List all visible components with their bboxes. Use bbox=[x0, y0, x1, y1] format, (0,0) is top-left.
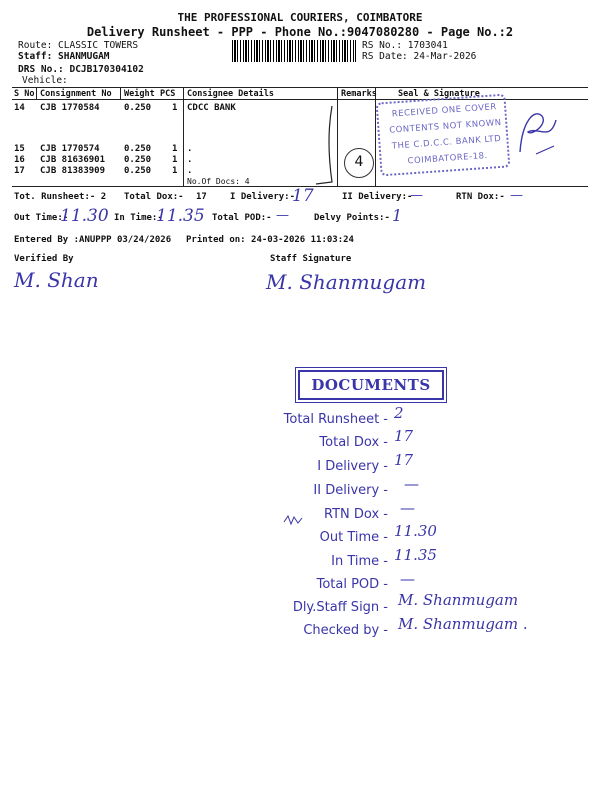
i-delivery-label: I Delivery:- bbox=[230, 192, 296, 202]
doc-row-value: 11.35 bbox=[394, 546, 437, 564]
doc-row-label: Total POD - bbox=[316, 577, 388, 592]
cell-pcs: 1 bbox=[172, 144, 178, 154]
col-divider bbox=[375, 87, 376, 186]
ii-delivery-hand: — bbox=[410, 188, 423, 203]
seal-signature bbox=[512, 102, 562, 160]
out-time-hand: 11.30 bbox=[60, 206, 109, 226]
doc-row-label: Dly.Staff Sign - bbox=[292, 600, 388, 615]
staff-label: Staff: SHANMUGAM bbox=[18, 51, 110, 62]
col-divider bbox=[183, 87, 184, 186]
cell-consignment: CJB 1770584 bbox=[40, 103, 100, 113]
rtn-dox-hand: — bbox=[510, 188, 523, 203]
total-pod-hand: — bbox=[276, 208, 289, 223]
col-divider bbox=[120, 87, 121, 99]
rtn-dox-label: RTN Dox:- bbox=[456, 192, 505, 202]
doc-row-value: — bbox=[404, 475, 419, 493]
doc-row-value: 11.30 bbox=[394, 522, 437, 540]
drs-number: DRS No.: DCJB170304102 bbox=[18, 64, 144, 75]
barcode bbox=[232, 40, 356, 62]
stamp-line: THE C.D.C.C. BANK LTD bbox=[391, 133, 502, 152]
vehicle-label: Vehicle: bbox=[22, 75, 68, 86]
doc-row-label: I Delivery - bbox=[317, 459, 388, 474]
stamp-line: RECEIVED ONE COVER bbox=[391, 102, 498, 120]
doc-row-value: M. Shanmugam . bbox=[398, 615, 528, 633]
delvy-points-hand: 1 bbox=[392, 206, 403, 225]
th-pcs: PCS bbox=[160, 89, 176, 99]
cell-consignment: CJB 81383909 bbox=[40, 166, 106, 176]
in-time-hand: 11.35 bbox=[156, 206, 205, 226]
doc-row-label: Out Time - bbox=[319, 530, 388, 545]
rs-date: RS Date: 24-Mar-2026 bbox=[362, 51, 477, 62]
cell-details: CDCC BANK bbox=[187, 103, 236, 113]
th-seal: Seal & Signature bbox=[398, 89, 480, 99]
cell-weight: 0.250 bbox=[124, 166, 152, 176]
staff-signature: M. Shanmugam bbox=[266, 270, 427, 294]
company-name: THE PROFESSIONAL COURIERS, COIMBATORE bbox=[177, 11, 423, 24]
doc-row-label: Total Dox - bbox=[319, 435, 388, 450]
cell-pcs: 1 bbox=[172, 103, 178, 113]
cell-details: . bbox=[187, 155, 193, 165]
doc-row-label: Checked by - bbox=[303, 623, 388, 638]
cell-details: . bbox=[187, 166, 193, 176]
circled-count: 4 bbox=[344, 148, 374, 178]
th-weight: Weight bbox=[124, 89, 155, 99]
cell-consignment: CJB 1770574 bbox=[40, 144, 100, 154]
total-dox-value: 17 bbox=[196, 192, 207, 202]
route-label: Route: CLASSIC TOWERS bbox=[18, 40, 139, 51]
tot-runsheet: Tot. Runsheet:- 2 bbox=[14, 192, 107, 202]
doc-row-value: — bbox=[400, 499, 415, 517]
ii-delivery-label: II Delivery:- bbox=[342, 192, 413, 202]
entered-by: Entered By :ANUPPP 03/24/2026 bbox=[14, 235, 172, 245]
printed-on: Printed on: 24-03-2026 11:03:24 bbox=[186, 235, 354, 245]
doc-row-value: 17 bbox=[394, 427, 414, 445]
cell-sno: 14 bbox=[14, 103, 25, 113]
cell-pcs: 1 bbox=[172, 166, 178, 176]
documents-stamp-title: DOCUMENTS bbox=[298, 370, 444, 400]
cell-sno: 17 bbox=[14, 166, 25, 176]
doc-row-value: M. Shanmugam bbox=[398, 591, 519, 609]
doc-row-label: Total Runsheet - bbox=[283, 412, 388, 427]
stamp-line: COIMBATORE-18. bbox=[407, 150, 489, 167]
verified-by-label: Verified By bbox=[14, 254, 74, 264]
staff-signature-label: Staff Signature bbox=[270, 254, 352, 264]
total-pod-label: Total POD:- bbox=[212, 213, 272, 223]
in-time-label: In Time:- bbox=[114, 213, 163, 223]
doc-row-value: 17 bbox=[394, 451, 414, 469]
th-sno: S No bbox=[14, 89, 35, 99]
i-delivery-hand: 17 bbox=[292, 186, 314, 206]
cell-weight: 0.250 bbox=[124, 144, 152, 154]
doc-row-value: 2 bbox=[394, 404, 404, 422]
no-of-docs: No.Of Docs: 4 bbox=[187, 177, 250, 186]
ink-scribble bbox=[282, 512, 304, 528]
cell-weight: 0.250 bbox=[124, 155, 152, 165]
doc-row-label: RTN Dox - bbox=[324, 507, 388, 522]
bank-seal-stamp bbox=[376, 94, 511, 177]
th-consignment: Consignment No bbox=[40, 89, 112, 99]
stamp-line: CONTENTS NOT KNOWN bbox=[388, 117, 502, 136]
doc-row-label: In Time - bbox=[331, 554, 388, 569]
bracket-mark bbox=[312, 100, 352, 190]
cell-weight: 0.250 bbox=[124, 103, 152, 113]
doc-row-label: II Delivery - bbox=[313, 483, 388, 498]
delvy-points-label: Delvy Points:- bbox=[314, 213, 390, 223]
total-dox-label: Total Dox:- bbox=[124, 192, 184, 202]
cell-consignment: CJB 81636901 bbox=[40, 155, 106, 165]
cell-sno: 15 bbox=[14, 144, 25, 154]
col-divider bbox=[36, 87, 37, 99]
verified-signature: M. Shan bbox=[14, 268, 99, 292]
th-consignee: Consignee Details bbox=[187, 89, 274, 99]
th-remarks: Remarks bbox=[341, 89, 377, 99]
doc-row-value: — bbox=[400, 570, 415, 588]
table-top-rule bbox=[12, 87, 588, 88]
runsheet-title: Delivery Runsheet - PPP - Phone No.:9047080280 - Page No.:2 bbox=[86, 25, 514, 39]
rs-number: RS No.: 1703041 bbox=[362, 40, 448, 51]
out-time-label: Out Time:- bbox=[14, 213, 69, 223]
cell-details: . bbox=[187, 144, 193, 154]
cell-pcs: 1 bbox=[172, 155, 178, 165]
cell-sno: 16 bbox=[14, 155, 25, 165]
